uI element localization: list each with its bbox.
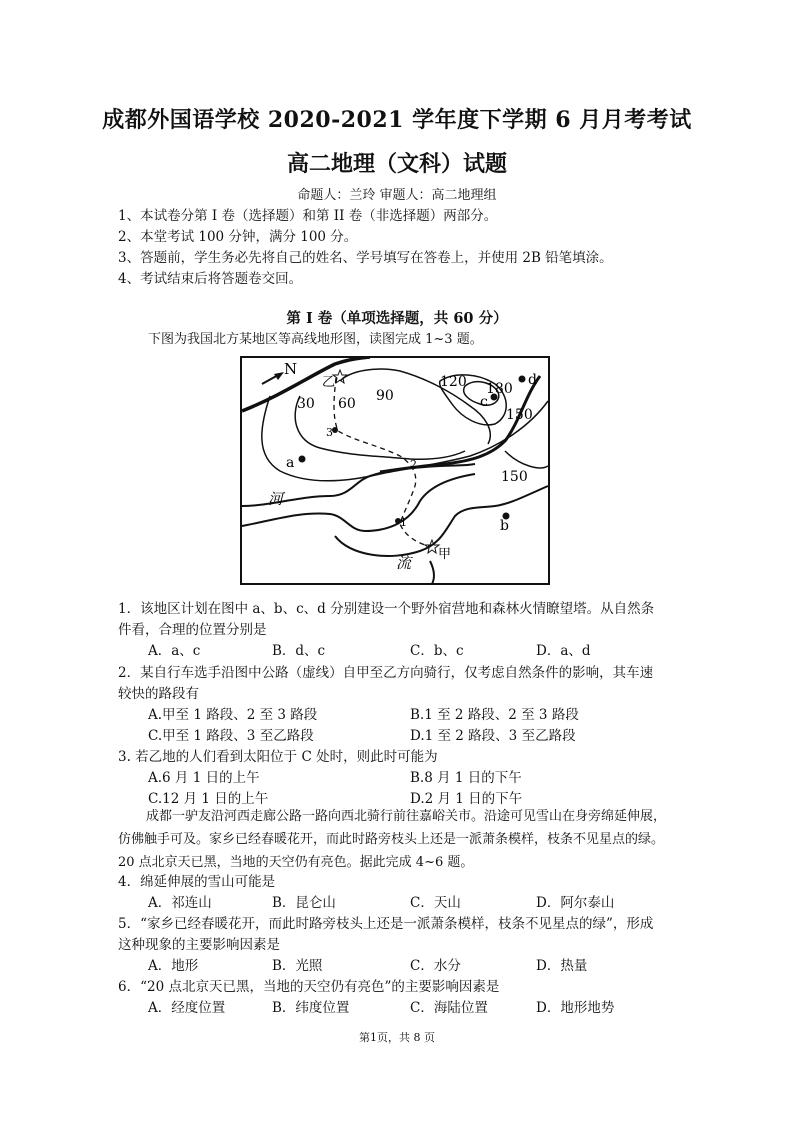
q1-option-b: B．d、c (272, 643, 326, 659)
question-5-stem: 5．“家乡已经春暖花开，而此时路旁枝头上还是一派萧条模样，枝条不见星点的绿”，形成 (118, 916, 654, 932)
point-a-marker (299, 456, 306, 463)
question-4-stem: 4．绵延伸展的雪山可能是 (118, 874, 276, 890)
q4-option-a: A．祁连山 (148, 895, 212, 911)
contour-label-120: 120 (440, 374, 467, 390)
q4-option-d: D．阿尔泰山 (536, 895, 615, 911)
contour-label-180: 180 (486, 381, 513, 397)
contour-label-90: 90 (376, 388, 394, 404)
q2-option-d: D.1 至 2 路段、3 至乙路段 (410, 728, 576, 744)
exam-subtitle: 高二地理（文科）试题 (286, 151, 507, 177)
q2-option-c: C.甲至 1 路段、3 至乙路段 (148, 728, 314, 744)
exam-title: 成都外国语学校 2020-2021 学年度下学期 6 月月考考试 (102, 107, 692, 133)
authors-line: 命题人：兰玲 审题人：高二地理组 (297, 188, 497, 203)
question-2-stem-cont: 较快的路段有 (118, 686, 199, 702)
note-4: 4、考试结束后将答题卷交回。 (118, 271, 303, 287)
q6-option-d: D．地形地势 (536, 1000, 615, 1016)
contour-label-60: 60 (338, 396, 356, 412)
question-6-stem: 6．“20 点北京天已黑，当地的天空仍有亮色”的主要影响因素是 (118, 979, 500, 995)
note-1: 1、本试卷分第 I 卷（选择题）和第 II 卷（非选择题）两部分。 (118, 208, 498, 224)
question-5-stem-cont: 这种现象的主要影响因素是 (118, 937, 280, 953)
q6-option-b: B．纬度位置 (272, 1000, 350, 1016)
river-label-liu: 流 (396, 554, 412, 572)
question-1-stem: 1．该地区计划在图中 a、b、c、d 分别建设一个野外宿营地和森林火情瞭望塔。从自然条 (118, 601, 655, 617)
q5-option-a: A．地形 (148, 958, 199, 974)
place-yi-label: 乙 (322, 375, 336, 390)
q6-option-a: A．经度位置 (148, 1000, 226, 1016)
q3-option-d: D.2 月 1 日的下午 (410, 791, 523, 807)
q4-option-c: C．天山 (410, 895, 461, 911)
note-3: 3、答题前，学生务必先将自己的姓名、学号填写在答卷上，并使用 2B 铅笔填涂。 (118, 250, 613, 266)
q5-option-d: D．热量 (536, 958, 588, 974)
q3-option-c: C.12 月 1 日的上午 (148, 791, 269, 807)
q3-option-b: B.8 月 1 日的下午 (410, 770, 522, 786)
section-title: 第 I 卷（单项选择题，共 60 分） (286, 310, 508, 327)
q4-option-b: B．昆仑山 (272, 895, 336, 911)
road-mark-3-label: 3 (326, 426, 333, 439)
reading-passage: 成都一驴友沿河西走廊公路一路向西北骑行前往嘉峪关市。沿途可见雪山在身旁绵延伸展，仿佛触手可及。家乡已经春暖花开，而此时路旁枝头上还是一派萧条模样，枝条不见星点的绿。20 点北京天已黑，当地的天空仍有亮色。据此完成 4~6 题。 (118, 809, 667, 870)
question-2-stem: 2．某自行车选手沿图中公路（虚线）自甲至乙方向骑行，仅考虑自然条件的影响，其车速 (118, 665, 654, 681)
point-d-label: d (528, 372, 537, 388)
q6-option-c: C．海陆位置 (410, 1000, 488, 1016)
question-1-stem-cont: 件看，合理的位置分别是 (118, 622, 267, 638)
q2-option-b: B.1 至 2 路段、2 至 3 路段 (410, 707, 579, 723)
page-footer: 第1页，共 8 页 (359, 1031, 435, 1044)
road-mark-1-label: 1 (400, 516, 407, 529)
q3-option-a: A.6 月 1 日的上午 (148, 770, 260, 786)
contour-label-150: 150 (506, 407, 533, 423)
road-mark-2-label: 2 (410, 458, 417, 471)
river-label-he: 河 (268, 490, 284, 508)
q1-option-a: A．a、c (148, 643, 201, 659)
point-c-label: c (480, 394, 488, 410)
note-2: 2、本堂考试 100 分钟，满分 100 分。 (118, 229, 358, 245)
place-jia-label: 甲 (438, 547, 452, 562)
question-3-stem: 3. 若乙地的人们看到太阳位于 C 处时，则此时可能为 (118, 749, 438, 765)
contour-label-150b: 150 (501, 469, 528, 485)
q1-option-d: D．a、d (536, 643, 591, 659)
north-label: N (284, 360, 298, 378)
point-d-marker (519, 376, 526, 383)
contour-label-30: 30 (297, 396, 315, 412)
q5-option-b: B．光照 (272, 958, 323, 974)
point-b-label: b (500, 518, 509, 534)
q1-option-c: C．b、c (410, 643, 464, 659)
point-a-label: a (286, 455, 295, 471)
map-intro: 下图为我国北方某地区等高线地形图，读图完成 1~3 题。 (148, 332, 483, 347)
q2-option-a: A.甲至 1 路段、2 至 3 路段 (148, 707, 318, 723)
q5-option-c: C．水分 (410, 958, 461, 974)
contour-map (240, 356, 550, 585)
